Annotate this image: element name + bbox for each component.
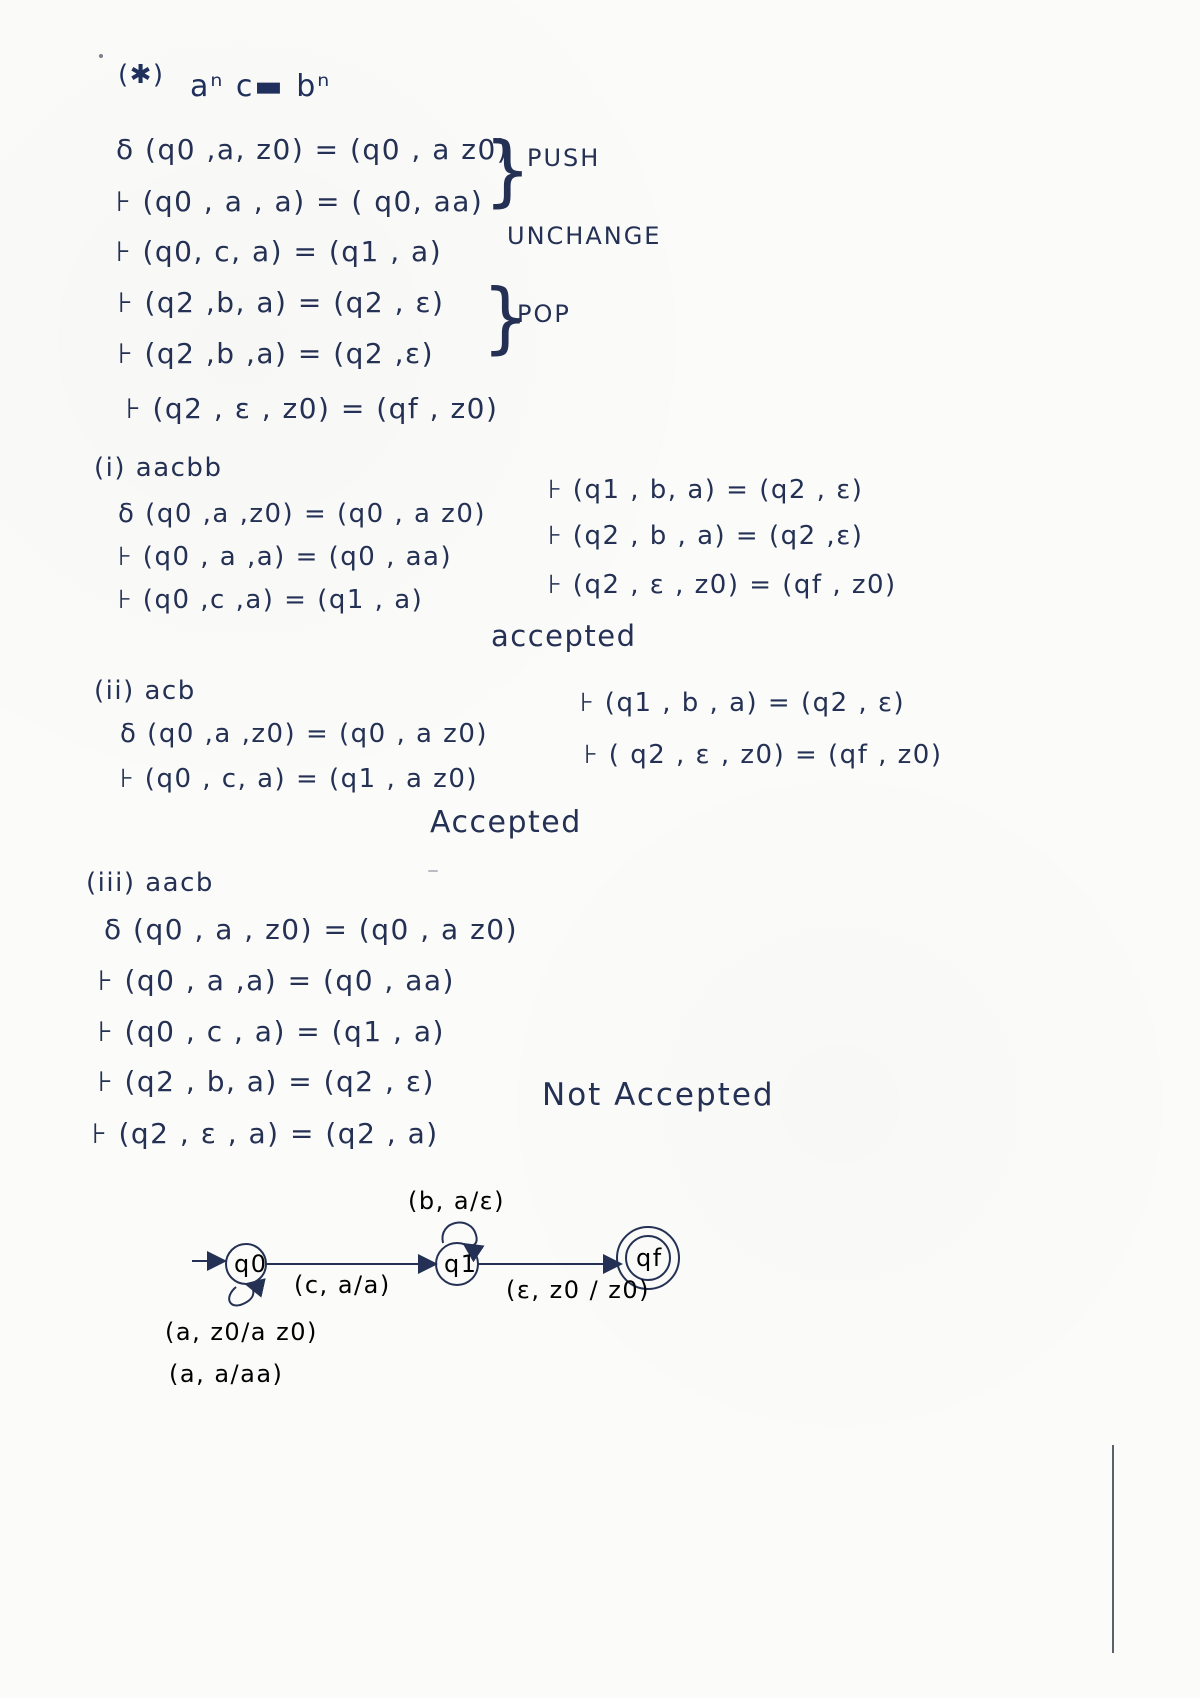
example-iii-line-2: ⊦ (q0 , a ,a) = (q0 , aa) bbox=[98, 964, 455, 997]
example-i-left-line-2: ⊦ (q0 , a ,a) = (q0 , aa) bbox=[118, 542, 453, 572]
state-q0-label: q0 bbox=[234, 1250, 268, 1278]
transition-line-6: ⊦ (q2 , ε , z0) = (qf , z0) bbox=[126, 392, 499, 425]
pop-brace: } bbox=[482, 272, 530, 364]
example-ii-result: Accepted bbox=[430, 805, 582, 840]
example-iii-line-5: ⊦ (q2 , ε , a) = (q2 , a) bbox=[92, 1117, 439, 1150]
edge-q0-q1-label: (c, a/a) bbox=[294, 1271, 391, 1299]
example-ii-left-line-1: δ (q0 ,a ,z0) = (q0 , a z0) bbox=[120, 719, 489, 749]
example-i-header: (i) aacbb bbox=[94, 453, 223, 483]
example-ii-left-line-2: ⊦ (q0 , c, a) = (q1 , a z0) bbox=[120, 764, 479, 794]
pop-label: POP bbox=[517, 300, 571, 328]
example-i-right-line-2: ⊦ (q2 , b , a) = (q2 ,ε) bbox=[548, 521, 864, 551]
example-iii-line-3: ⊦ (q0 , c , a) = (q1 , a) bbox=[98, 1015, 445, 1048]
example-iii-line-4: ⊦ (q2 , b, a) = (q2 , ε) bbox=[98, 1065, 435, 1098]
transition-line-5: ⊦ (q2 ,b ,a) = (q2 ,ε) bbox=[118, 337, 435, 370]
example-i-right-line-1: ⊦ (q1 , b, a) = (q2 , ε) bbox=[548, 475, 864, 505]
example-ii-right-line-2: ⊦ ( q2 , ε , z0) = (qf , z0) bbox=[584, 740, 943, 770]
transition-line-1: δ (q0 ,a, z0) = (q0 , a z0) bbox=[116, 133, 510, 166]
transition-line-3: ⊦ (q0, c, a) = (q1 , a) bbox=[116, 235, 443, 268]
scan-dash-1 bbox=[428, 870, 438, 872]
q0-loop-label-1: (a, z0/a z0) bbox=[165, 1318, 318, 1346]
example-iii-result: Not Accepted bbox=[542, 1077, 775, 1113]
right-margin-mark bbox=[1112, 1445, 1114, 1653]
language-expression: aⁿ c▬ bⁿ bbox=[190, 69, 332, 104]
example-iii-line-1: δ (q0 , a , z0) = (q0 , a z0) bbox=[104, 913, 519, 946]
example-iii-header: (iii) aacb bbox=[86, 868, 214, 898]
scan-dot-1 bbox=[99, 54, 103, 58]
push-brace: } bbox=[484, 125, 532, 217]
transition-line-2: ⊦ (q0 , a , a) = ( q0, aa) bbox=[116, 185, 484, 218]
example-i-left-line-1: δ (q0 ,a ,z0) = (q0 , a z0) bbox=[118, 499, 487, 529]
q1-loop-label: (b, a/ε) bbox=[408, 1187, 505, 1215]
transition-line-4: ⊦ (q2 ,b, a) = (q2 , ε) bbox=[118, 286, 445, 319]
example-ii-header: (ii) acb bbox=[94, 676, 196, 706]
edge-q1-qf-label: (ε, z0 / z0) bbox=[506, 1276, 651, 1304]
push-label: PUSH bbox=[527, 144, 601, 172]
example-ii-right-line-1: ⊦ (q1 , b , a) = (q2 , ε) bbox=[580, 688, 906, 718]
unchange-label: UNCHANGE bbox=[507, 222, 662, 250]
q0-loop-label-2: (a, a/aa) bbox=[169, 1360, 284, 1388]
example-i-result: accepted bbox=[491, 619, 637, 653]
state-qf-label: qf bbox=[636, 1244, 663, 1272]
example-i-left-line-3: ⊦ (q0 ,c ,a) = (q1 , a) bbox=[118, 585, 424, 615]
title-marker: (✱) bbox=[118, 60, 165, 90]
state-q1-label: q1 bbox=[444, 1250, 478, 1278]
example-i-right-line-3: ⊦ (q2 , ε , z0) = (qf , z0) bbox=[548, 570, 897, 600]
